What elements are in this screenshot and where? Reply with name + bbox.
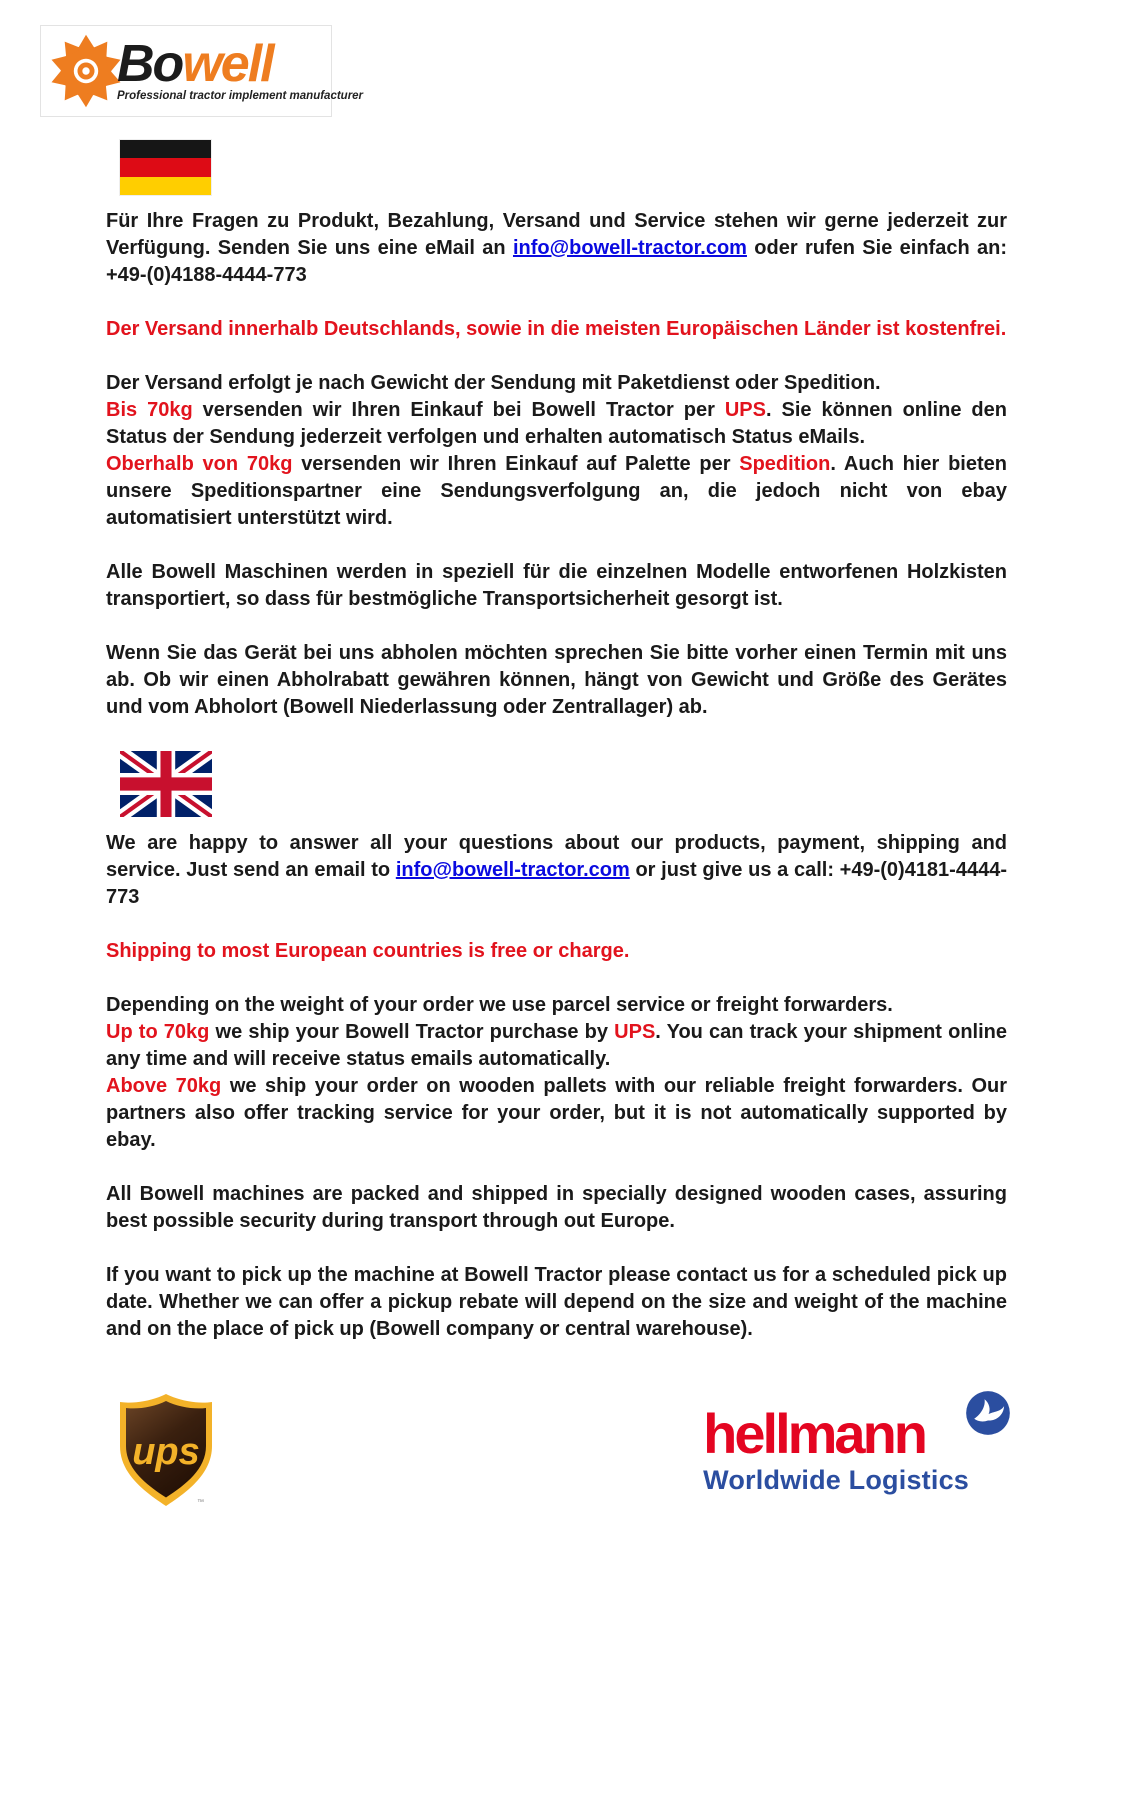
text-segment: Der Versand innerhalb Deutschlands, sowie in die meisten Europäischen Länder ist kostenfrei. bbox=[106, 318, 1007, 340]
text-segment: Der Versand erfolgt je nach Gewicht der Sendung mit Paketdienst oder Spedition. bbox=[106, 372, 881, 394]
paragraph bbox=[106, 640, 1007, 721]
text-segment: we ship your order on wooden pallets with our reliable freight forwarders. Our partners also offer tracking service for your order, but it is not automatically supported by ebay. bbox=[106, 1075, 1007, 1151]
paragraph bbox=[106, 559, 1007, 613]
paragraph bbox=[106, 208, 1007, 289]
ups-logo bbox=[116, 1389, 216, 1513]
paragraph bbox=[106, 1019, 1007, 1073]
text-segment: If you want to pick up the machine at Bowell Tractor please contact us for a scheduled pick up date. Whether we can offer a pickup rebate will depend on the size and weight of the machine and on the place of pick up (Bowell company or central warehouse). bbox=[106, 1264, 1007, 1340]
text-segment: We are happy to answer all your questions about our products, payment, shipping and service. Just send an email to bbox=[106, 832, 1007, 881]
text-segment: Für Ihre Fragen zu Produkt, Bezahlung, Versand und Service stehen wir gerne jederzeit zur Verfügung. Senden Sie uns eine eMail an bbox=[106, 210, 1007, 259]
text-segment: UPS bbox=[724, 399, 766, 421]
text-segment: oder rufen Sie einfach an: +49-(0)4188-4444-773 bbox=[106, 237, 1008, 286]
email-link[interactable]: info@bowell-tractor.com bbox=[395, 859, 630, 881]
paragraph bbox=[106, 830, 1007, 911]
bowell-logo bbox=[40, 25, 364, 117]
paragraph bbox=[106, 1073, 1007, 1154]
text-segment: Up to 70kg bbox=[106, 1021, 210, 1043]
text-segment: . Sie können online den Status der Sendung jederzeit verfolgen und erhalten automatisch Status eMails. bbox=[106, 399, 1007, 448]
text-segment: UPS bbox=[614, 1021, 656, 1043]
text-segment: . Auch hier bieten unsere Speditionspartner eine Sendungsverfolgung an, die jedoch nicht von ebay automatisiert unterstützt wird. bbox=[106, 453, 1007, 529]
paragraph bbox=[106, 1262, 1007, 1343]
paragraph bbox=[106, 370, 1007, 397]
brand-name bbox=[117, 34, 363, 93]
bowell-gear-icon bbox=[49, 34, 123, 108]
brand-name-prefix: Bo bbox=[117, 34, 183, 93]
text-segment: Shipping to most European countries is free or charge. bbox=[106, 940, 630, 962]
paragraph bbox=[106, 451, 1007, 532]
paragraph bbox=[106, 316, 1007, 343]
text-segment: Alle Bowell Maschinen werden in speziell für die einzelnen Modelle entworfenen Holzkisten transportiert, so dass für bestmögliche Transportsicherheit gesorgt ist. bbox=[106, 561, 1007, 610]
hellmann-logo-text: hellmann bbox=[703, 1402, 925, 1465]
paragraph bbox=[106, 992, 1007, 1019]
ups-trademark: ™ bbox=[197, 1499, 204, 1506]
text-segment: Bis 70kg bbox=[106, 399, 193, 421]
hellmann-logo bbox=[703, 1402, 1007, 1496]
hellmann-logo-subtitle: Worldwide Logistics bbox=[703, 1465, 969, 1495]
brand-tagline: Professional tractor implement manufacturer bbox=[117, 90, 364, 103]
flag-stripe-red bbox=[120, 158, 211, 176]
text-segment: Wenn Sie das Gerät bei uns abholen möchten sprechen Sie bitte vorher einen Termin mit uns ab. Ob wir einen Abholrabatt gewähren können, hängt von Gewicht und Größe des Gerätes und vom Abholort (Bowell Niederlassung oder Zentrallager) ab. bbox=[106, 642, 1007, 718]
english-section bbox=[106, 830, 1007, 1343]
text-segment: Spedition bbox=[739, 453, 831, 475]
german-flag-icon bbox=[120, 140, 211, 195]
flag-stripe-black bbox=[120, 140, 211, 158]
text-segment: . You can track your shipment online any time and will receive status emails automatically. bbox=[106, 1021, 1007, 1070]
text-segment: Oberhalb von 70kg bbox=[106, 453, 293, 475]
uk-flag-icon bbox=[120, 751, 212, 817]
text-segment: versenden wir Ihren Einkauf bei Bowell Tractor per bbox=[192, 399, 725, 421]
text-segment: Depending on the weight of your order we use parcel service or freight forwarders. bbox=[106, 994, 893, 1016]
paragraph bbox=[106, 1181, 1007, 1235]
text-segment: All Bowell machines are packed and shipped in specially designed wooden cases, assuring best possible security during transport through out Europe. bbox=[106, 1183, 1007, 1232]
german-section bbox=[106, 208, 1007, 721]
paragraph bbox=[106, 938, 1007, 965]
text-segment: we ship your Bowell Tractor purchase by bbox=[209, 1021, 615, 1043]
hellmann-bird-icon bbox=[965, 1390, 1011, 1436]
paragraph bbox=[106, 397, 1007, 451]
text-segment: Above 70kg bbox=[106, 1075, 222, 1097]
footer-logos bbox=[106, 1389, 1007, 1513]
brand-name-suffix: well bbox=[182, 34, 273, 93]
ups-logo-text: ups bbox=[132, 1431, 200, 1473]
email-link[interactable]: info@bowell-tractor.com bbox=[512, 237, 747, 259]
text-segment: versenden wir Ihren Einkauf auf Palette per bbox=[292, 453, 740, 475]
flag-stripe-gold bbox=[120, 177, 211, 195]
bowell-logo-text bbox=[117, 34, 364, 103]
text-segment: or just give us a call: +49-(0)4181-4444-773 bbox=[106, 859, 1007, 908]
document-body bbox=[106, 140, 1007, 1513]
